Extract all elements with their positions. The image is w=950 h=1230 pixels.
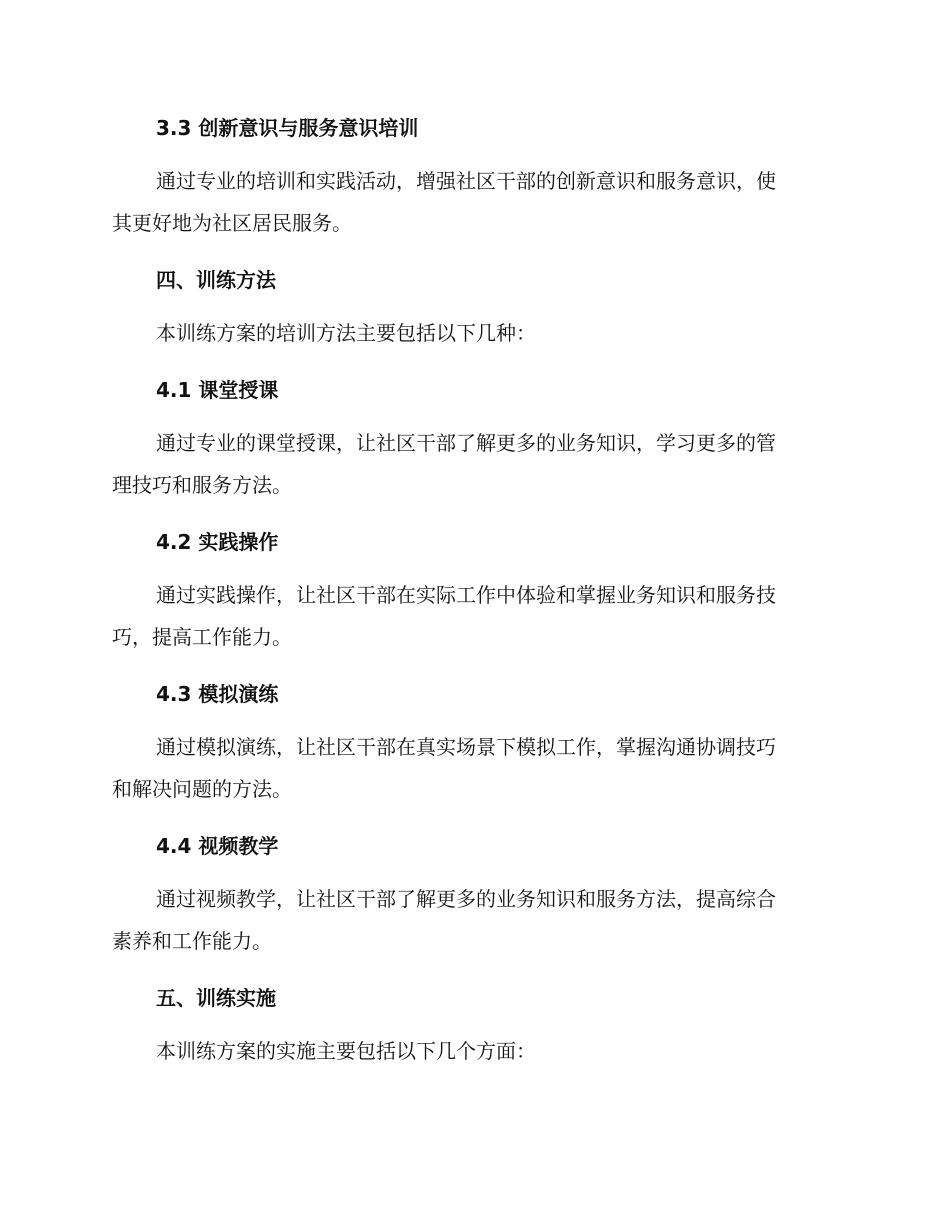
section-heading-4-4: 4.4 视频教学: [156, 834, 279, 858]
section-heading-4-2: 4.2 实践操作: [156, 530, 279, 554]
paragraph-line: 理技巧和服务方法。: [112, 473, 292, 497]
section-heading-4: 四、训练方法: [156, 268, 276, 292]
paragraph-line: 通过模拟演练，让社区干部在真实场景下模拟工作，掌握沟通协调技巧: [156, 735, 776, 759]
paragraph-line: 和解决问题的方法。: [112, 777, 292, 801]
paragraph-line: 素养和工作能力。: [112, 929, 272, 953]
paragraph-line: 其更好地为社区居民服务。: [112, 211, 352, 235]
paragraph-line: 通过专业的课堂授课，让社区干部了解更多的业务知识，学习更多的管: [156, 431, 776, 455]
paragraph-line: 通过专业的培训和实践活动，增强社区干部的创新意识和服务意识，使: [156, 169, 776, 193]
paragraph-line: 通过视频教学，让社区干部了解更多的业务知识和服务方法，提高综合: [156, 887, 776, 911]
paragraph-line: 本训练方案的培训方法主要包括以下几种：: [156, 321, 536, 345]
section-heading-4-1: 4.1 课堂授课: [156, 378, 279, 402]
paragraph-line: 通过实践操作，让社区干部在实际工作中体验和掌握业务知识和服务技: [156, 583, 776, 607]
section-heading-3-3: 3.3 创新意识与服务意识培训: [156, 116, 419, 140]
paragraph-line: 本训练方案的实施主要包括以下几个方面：: [156, 1039, 536, 1063]
paragraph-4-intro: [112, 312, 832, 354]
section-heading-5: 五、训练实施: [156, 986, 276, 1010]
paragraph-5-intro: [112, 1030, 832, 1072]
paragraph-3-3: [112, 160, 832, 244]
paragraph-4-2: [112, 574, 832, 658]
paragraph-4-4: [112, 878, 832, 962]
section-heading-4-3: 4.3 模拟演练: [156, 682, 279, 706]
paragraph-4-1: [112, 422, 832, 506]
paragraph-line: 巧，提高工作能力。: [112, 625, 292, 649]
paragraph-4-3: [112, 726, 832, 810]
